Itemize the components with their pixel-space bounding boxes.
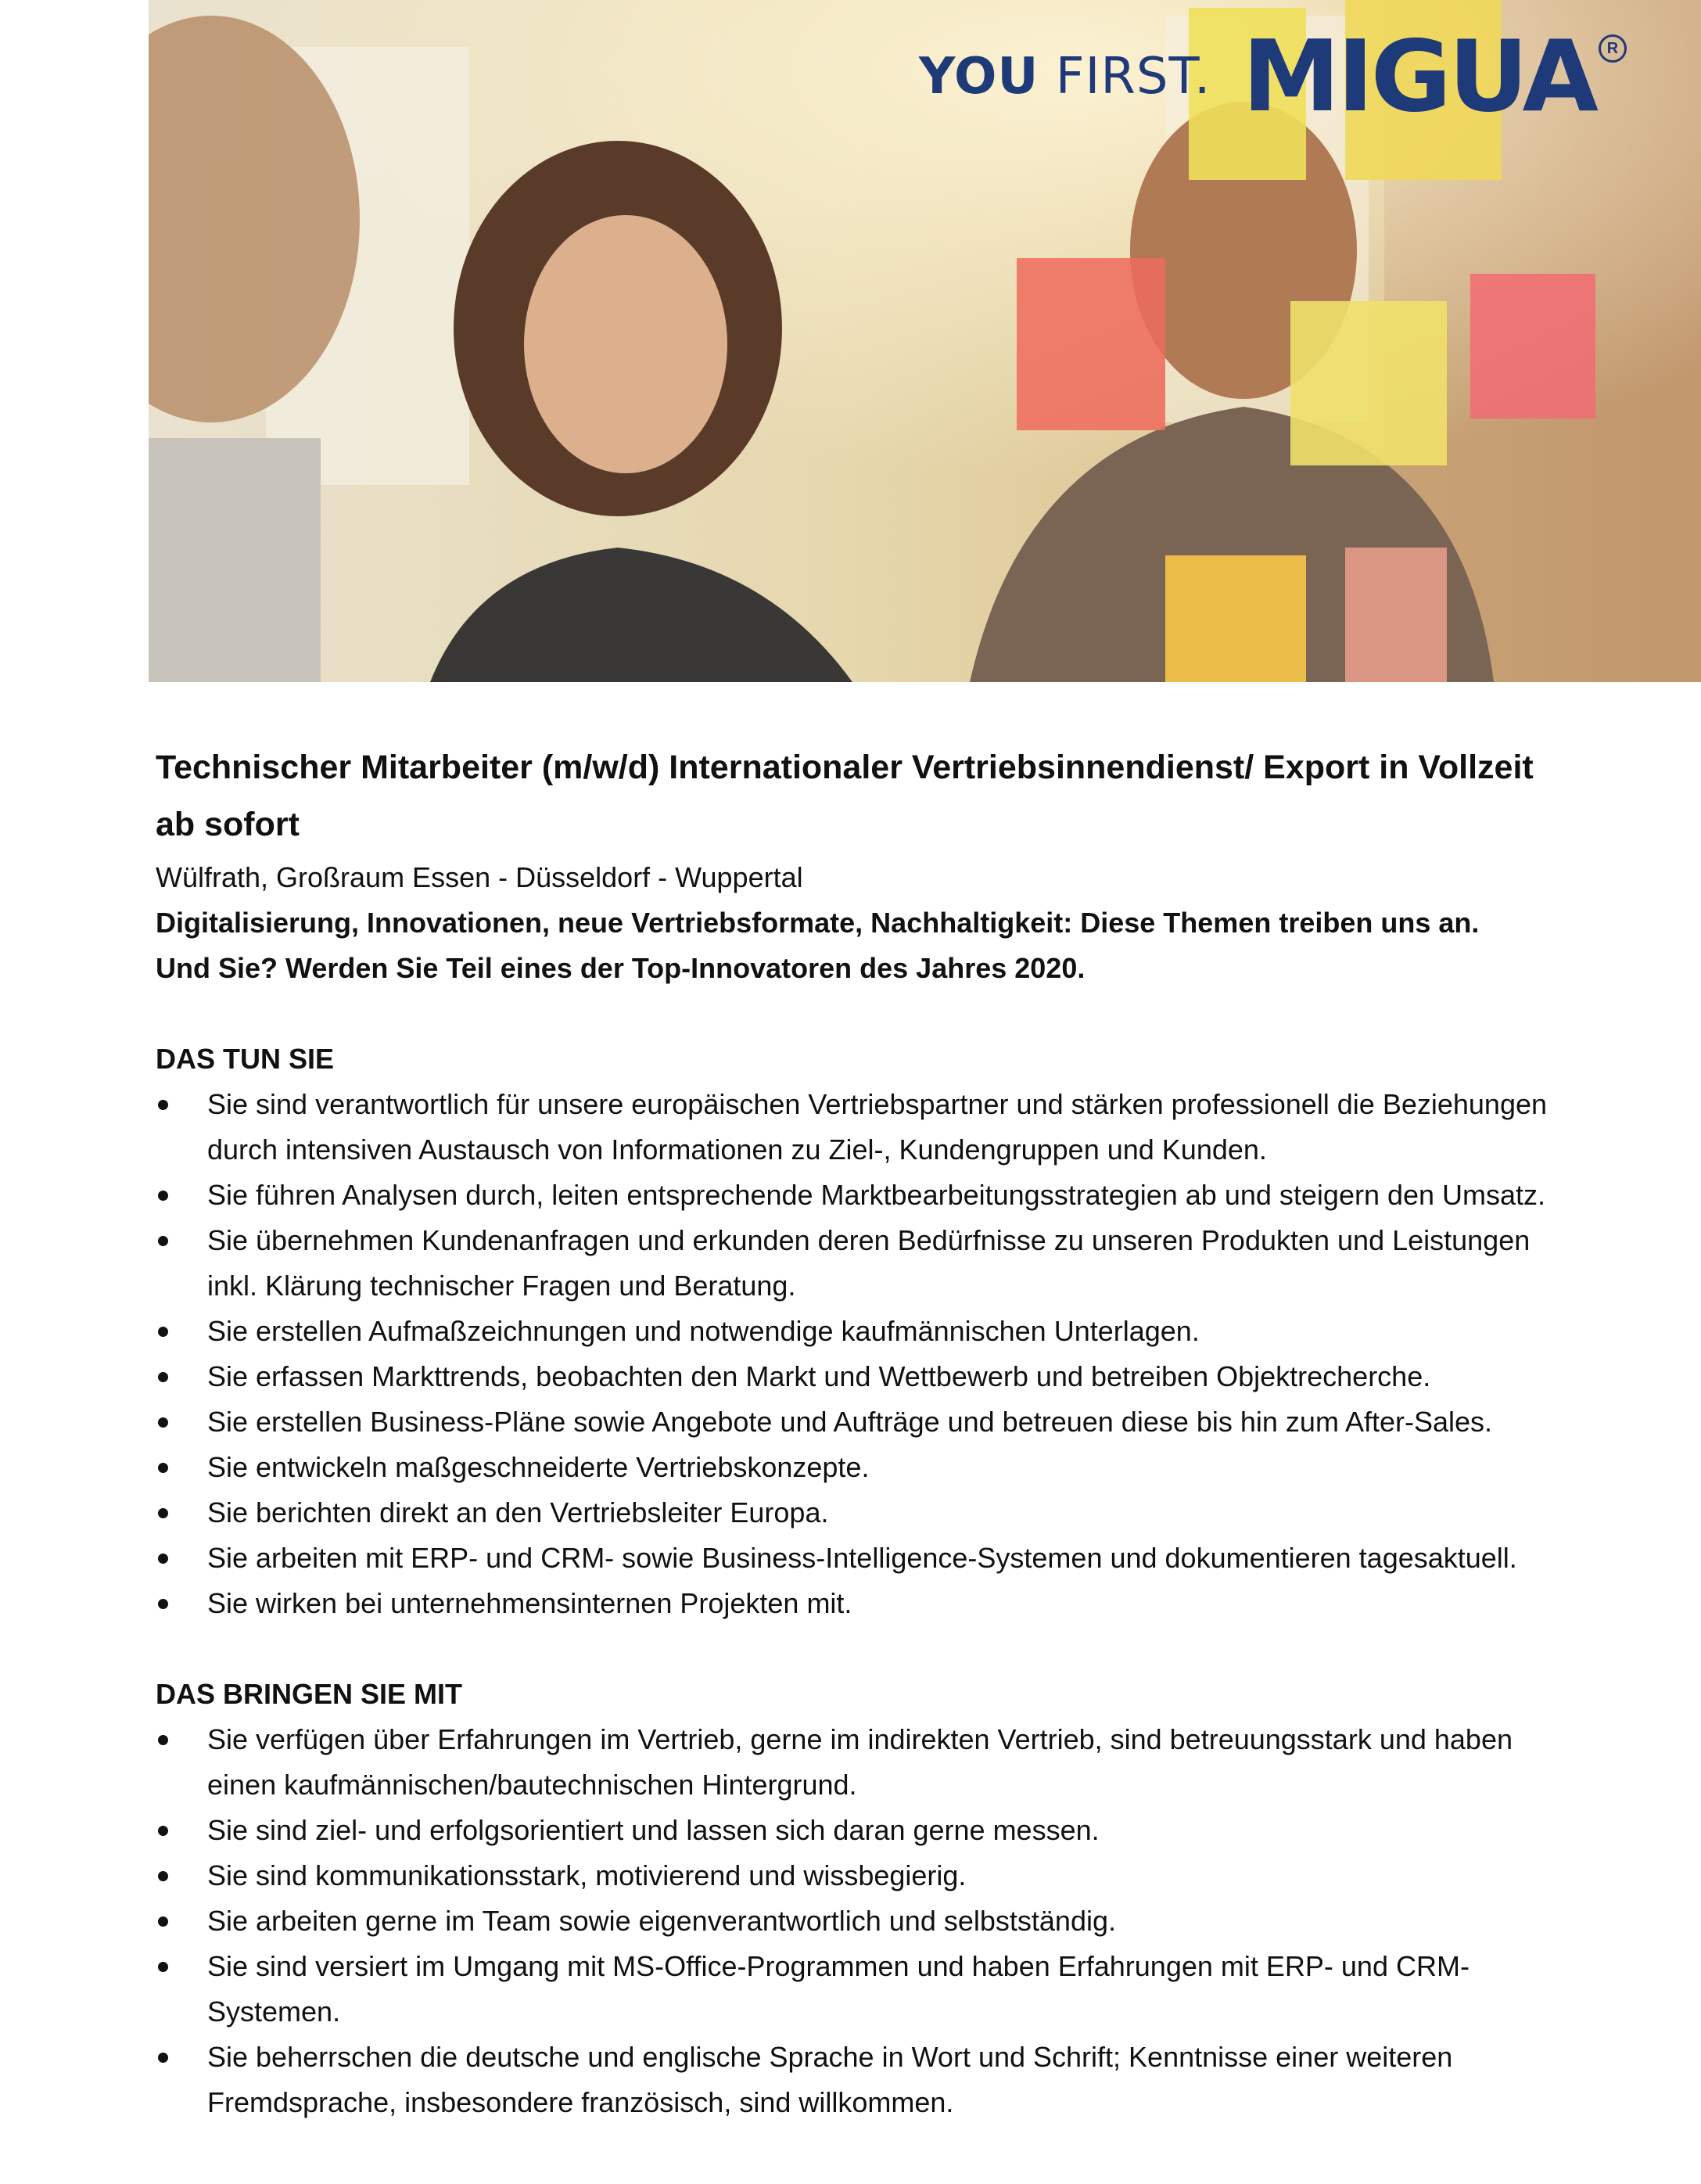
intro-line-2: Und Sie? Werden Sie Teil eines der Top-Innovatoren des Jahres 2020. bbox=[156, 952, 1086, 984]
brand-name: MIGUA bbox=[1242, 19, 1595, 134]
bullet-icon bbox=[158, 1599, 168, 1609]
list-item: Sie sind verantwortlich für unsere europäischen Vertriebspartner und stärken professionell die Beziehungen durch intensiven Austausch von Informationen zu Ziel-, Kundengruppen und Kunden. bbox=[156, 1082, 1556, 1173]
registered-mark: R bbox=[1599, 34, 1627, 63]
bullet-icon bbox=[158, 1463, 168, 1473]
bullet-icon bbox=[158, 1372, 168, 1382]
migua-logo bbox=[918, 19, 1627, 134]
list-item: Sie sind kommunikationsstark, motivierend und wissbegierig. bbox=[156, 1853, 1556, 1898]
bullet-icon bbox=[158, 1826, 168, 1836]
list-item: Sie erfassen Markttrends, beobachten den Markt und Wettbewerb und betreiben Objektrecherche. bbox=[156, 1354, 1556, 1399]
tagline: YOU FIRST. bbox=[918, 48, 1211, 106]
requirements-heading: DAS BRINGEN SIE MIT bbox=[156, 1678, 463, 1710]
bullet-icon bbox=[158, 2053, 168, 2063]
list-item: Sie verfügen über Erfahrungen im Vertrieb, gerne im indirekten Vertrieb, sind betreuungsstark und haben einen kaufmännischen/bautechnischen Hintergrund. bbox=[156, 1717, 1556, 1808]
list-item: Sie erstellen Aufmaßzeichnungen und notwendige kaufmännischen Unterlagen. bbox=[156, 1309, 1556, 1354]
bullet-icon bbox=[158, 1191, 168, 1201]
list-item: Sie berichten direkt an den Vertriebsleiter Europa. bbox=[156, 1490, 1556, 1536]
list-item: Sie arbeiten mit ERP- und CRM- sowie Business-Intelligence-Systemen und dokumentieren tagesaktuell. bbox=[156, 1536, 1556, 1581]
intro-line-1: Digitalisierung, Innovationen, neue Vertriebsformate, Nachhaltigkeit: Diese Themen treiben uns an. bbox=[156, 907, 1480, 939]
requirements-list bbox=[156, 1717, 1556, 2125]
list-item: Sie wirken bei unternehmensinternen Projekten mit. bbox=[156, 1581, 1556, 1626]
bullet-icon bbox=[158, 1327, 168, 1337]
list-item: Sie führen Analysen durch, leiten entsprechende Marktbearbeitungsstrategien ab und steigern den Umsatz. bbox=[156, 1173, 1556, 1218]
bullet-icon bbox=[158, 1100, 168, 1110]
job-location: Wülfrath, Großraum Essen - Düsseldorf - Wuppertal bbox=[156, 861, 803, 893]
list-item: Sie beherrschen die deutsche und englische Sprache in Wort und Schrift; Kenntnisse einer weiteren Fremdsprache, insbesondere französisch, sind willkommen. bbox=[156, 2035, 1556, 2125]
bullet-icon bbox=[158, 1508, 168, 1518]
job-posting bbox=[156, 739, 1556, 2125]
bullet-icon bbox=[158, 1871, 168, 1881]
bullet-icon bbox=[158, 1735, 168, 1745]
bullet-icon bbox=[158, 1236, 168, 1246]
hero-image bbox=[149, 0, 1701, 682]
list-item: Sie erstellen Business-Pläne sowie Angebote und Aufträge und betreuen diese bis hin zum After-Sales. bbox=[156, 1399, 1556, 1445]
bullet-icon bbox=[158, 1554, 168, 1564]
bullet-icon bbox=[158, 1417, 168, 1428]
list-item: Sie sind versiert im Umgang mit MS-Office-Programmen und haben Erfahrungen mit ERP- und CRM-Systemen. bbox=[156, 1944, 1556, 2035]
tasks-list bbox=[156, 1082, 1556, 1626]
bullet-icon bbox=[158, 1916, 168, 1927]
job-title: Technischer Mitarbeiter (m/w/d) Internationaler Vertriebsinnendienst/ Export in Vollzeit ab sofort bbox=[156, 749, 1534, 843]
tasks-heading: DAS TUN SIE bbox=[156, 1043, 335, 1075]
list-item: Sie arbeiten gerne im Team sowie eigenverantwortlich und selbstständig. bbox=[156, 1898, 1556, 1944]
list-item: Sie sind ziel- und erfolgsorientiert und lassen sich daran gerne messen. bbox=[156, 1808, 1556, 1853]
bullet-icon bbox=[158, 1962, 168, 1972]
list-item: Sie übernehmen Kundenanfragen und erkunden deren Bedürfnisse zu unseren Produkten und Leistungen inkl. Klärung technischer Fragen und Beratung. bbox=[156, 1218, 1556, 1309]
list-item: Sie entwickeln maßgeschneiderte Vertriebskonzepte. bbox=[156, 1445, 1556, 1490]
